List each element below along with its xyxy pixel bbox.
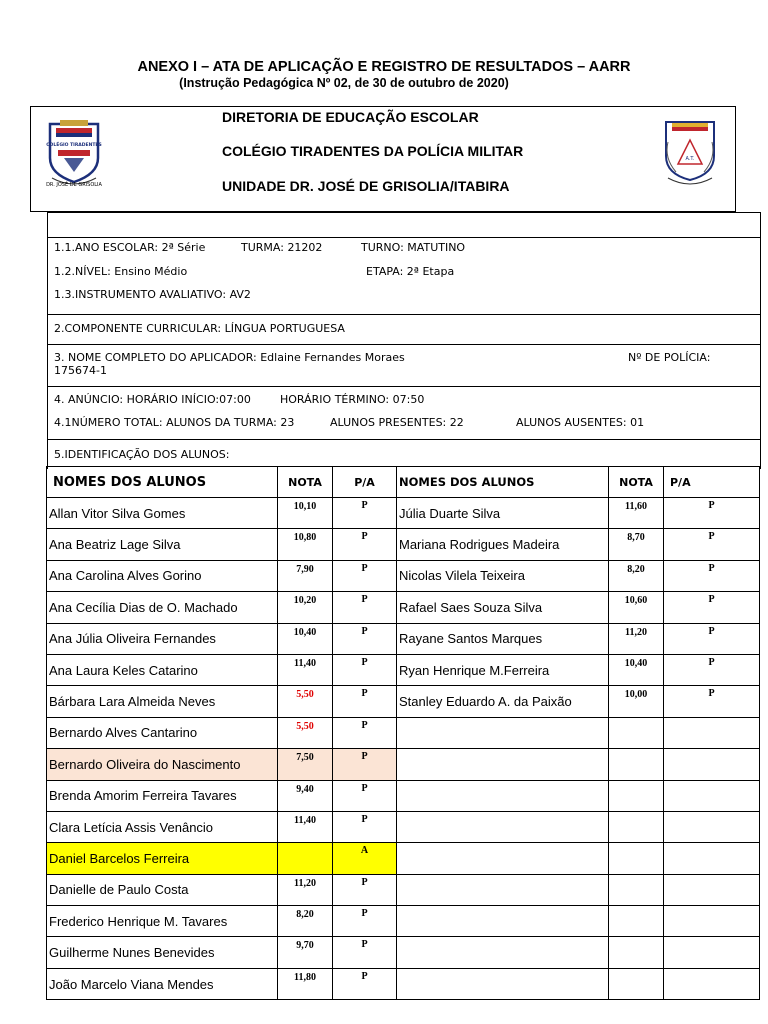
student-name-right: Nicolas Vilela Teixeira bbox=[397, 560, 609, 591]
student-attendance-left: P bbox=[333, 906, 397, 937]
header-directorate: DIRETORIA DE EDUCAÇÃO ESCOLAR bbox=[222, 109, 479, 125]
student-name-right: Júlia Duarte Silva bbox=[397, 498, 609, 529]
student-grade-right: 11,20 bbox=[609, 623, 664, 654]
student-grade-left: 5,50 bbox=[278, 686, 333, 717]
student-name-right: Rayane Santos Marques bbox=[397, 623, 609, 654]
student-attendance-left: P bbox=[333, 623, 397, 654]
student-attendance-left: P bbox=[333, 749, 397, 780]
student-grade-right bbox=[609, 874, 664, 905]
student-attendance-right bbox=[664, 811, 760, 842]
student-grade-left: 5,50 bbox=[278, 717, 333, 748]
student-name-left: Ana Cecília Dias de O. Machado bbox=[47, 592, 278, 623]
student-name-right bbox=[397, 749, 609, 780]
school-crest-right-logo bbox=[662, 118, 718, 188]
section-1-class-info bbox=[48, 238, 760, 315]
student-attendance-right: P bbox=[664, 498, 760, 529]
start-time: 4. ANÚNCIO: HORÁRIO INÍCIO:07:00 bbox=[54, 393, 251, 406]
col-header-grade-left: NOTA bbox=[278, 467, 333, 498]
assessment-instrument: 1.3.INSTRUMENTO AVALIATIVO: AV2 bbox=[54, 288, 251, 301]
table-row bbox=[47, 717, 760, 748]
student-name-right bbox=[397, 717, 609, 748]
section-3-applicator bbox=[48, 345, 760, 387]
student-attendance-left: P bbox=[333, 968, 397, 999]
table-row bbox=[47, 780, 760, 811]
student-grade-left: 8,20 bbox=[278, 906, 333, 937]
applicator-name: 3. NOME COMPLETO DO APLICADOR: Edlaine Fernandes Moraes bbox=[54, 351, 405, 364]
col-header-pa-left: P/A bbox=[333, 467, 397, 498]
section-4-schedule bbox=[48, 387, 760, 440]
student-grade-right: 10,60 bbox=[609, 592, 664, 623]
student-grade-left: 11,80 bbox=[278, 968, 333, 999]
student-grade-left: 10,40 bbox=[278, 623, 333, 654]
col-header-pa-right: P/A bbox=[664, 467, 760, 498]
student-attendance-left: P bbox=[333, 560, 397, 591]
student-grade-right: 10,40 bbox=[609, 654, 664, 685]
shift: TURNO: MATUTINO bbox=[361, 241, 466, 254]
class-info-panel bbox=[47, 212, 761, 469]
crest-right-label: A.T. bbox=[685, 156, 695, 162]
identification-label: 5.IDENTIFICAÇÃO DOS ALUNOS: bbox=[54, 448, 230, 461]
crest-left-label: COLÉGIO TIRADENTES bbox=[46, 143, 102, 148]
level: 1.2.NÍVEL: Ensino Médio bbox=[54, 265, 188, 278]
table-row bbox=[47, 937, 760, 968]
student-attendance-right bbox=[664, 717, 760, 748]
student-attendance-right: P bbox=[664, 623, 760, 654]
student-grade-left: 11,20 bbox=[278, 874, 333, 905]
student-attendance-left: P bbox=[333, 717, 397, 748]
student-name-left: Bernardo Oliveira do Nascimento bbox=[47, 749, 278, 780]
student-grade-right bbox=[609, 843, 664, 874]
student-grade-left: 7,50 bbox=[278, 749, 333, 780]
table-header-row bbox=[47, 467, 760, 498]
student-attendance-right: P bbox=[664, 560, 760, 591]
student-attendance-right bbox=[664, 937, 760, 968]
student-grade-left: 11,40 bbox=[278, 654, 333, 685]
info-blank-row bbox=[48, 213, 760, 238]
table-row bbox=[47, 560, 760, 591]
student-name-right bbox=[397, 811, 609, 842]
header-school: COLÉGIO TIRADENTES DA POLÍCIA MILITAR bbox=[222, 143, 524, 159]
table-row bbox=[47, 686, 760, 717]
student-attendance-right: P bbox=[664, 654, 760, 685]
student-name-left: João Marcelo Viana Mendes bbox=[47, 968, 278, 999]
student-name-left: Allan Vitor Silva Gomes bbox=[47, 498, 278, 529]
table-row bbox=[47, 811, 760, 842]
student-name-right bbox=[397, 937, 609, 968]
student-grade-right bbox=[609, 780, 664, 811]
school-year: 1.1.ANO ESCOLAR: 2ª Série bbox=[54, 241, 206, 254]
student-grade-left: 10,80 bbox=[278, 529, 333, 560]
student-name-left: Bárbara Lara Almeida Neves bbox=[47, 686, 278, 717]
student-name-left: Guilherme Nunes Benevides bbox=[47, 937, 278, 968]
table-row bbox=[47, 654, 760, 685]
student-name-left: Frederico Henrique M. Tavares bbox=[47, 906, 278, 937]
student-name-left: Ana Beatriz Lage Silva bbox=[47, 529, 278, 560]
student-attendance-left: P bbox=[333, 811, 397, 842]
student-grade-right bbox=[609, 749, 664, 780]
student-name-left: Ana Carolina Alves Gorino bbox=[47, 560, 278, 591]
student-name-left: Bernardo Alves Cantarino bbox=[47, 717, 278, 748]
student-name-right bbox=[397, 843, 609, 874]
student-attendance-left: P bbox=[333, 529, 397, 560]
student-name-right: Ryan Henrique M.Ferreira bbox=[397, 654, 609, 685]
student-grade-right bbox=[609, 906, 664, 937]
curricular-component: 2.COMPONENTE CURRICULAR: LÍNGUA PORTUGUESA bbox=[54, 322, 345, 335]
student-attendance-right bbox=[664, 780, 760, 811]
student-name-right: Stanley Eduardo A. da Paixão bbox=[397, 686, 609, 717]
school-crest-left-logo bbox=[46, 118, 102, 188]
student-grade-right: 8,20 bbox=[609, 560, 664, 591]
student-name-right bbox=[397, 874, 609, 905]
stage: ETAPA: 2ª Etapa bbox=[366, 265, 455, 278]
students-present: ALUNOS PRESENTES: 22 bbox=[330, 416, 464, 429]
student-attendance-right: P bbox=[664, 686, 760, 717]
document-subtitle: (Instrução Pedagógica Nº 02, de 30 de outubro de 2020) bbox=[179, 76, 509, 90]
student-grades-table bbox=[46, 466, 760, 1000]
student-name-left: Danielle de Paulo Costa bbox=[47, 874, 278, 905]
student-grade-left bbox=[278, 843, 333, 874]
student-grade-left: 9,40 bbox=[278, 780, 333, 811]
student-attendance-left: P bbox=[333, 686, 397, 717]
police-number: 175674-1 bbox=[54, 364, 107, 377]
student-grade-right bbox=[609, 717, 664, 748]
col-header-grade-right: NOTA bbox=[609, 467, 664, 498]
student-name-left: Ana Júlia Oliveira Fernandes bbox=[47, 623, 278, 654]
student-grade-left: 11,40 bbox=[278, 811, 333, 842]
student-attendance-left: P bbox=[333, 874, 397, 905]
table-row bbox=[47, 906, 760, 937]
student-attendance-left: P bbox=[333, 654, 397, 685]
students-absent: ALUNOS AUSENTES: 01 bbox=[516, 416, 645, 429]
table-row bbox=[47, 623, 760, 654]
student-grade-right: 11,60 bbox=[609, 498, 664, 529]
section-2-curriculum bbox=[48, 315, 760, 345]
student-grade-left: 9,70 bbox=[278, 937, 333, 968]
student-grade-left: 7,90 bbox=[278, 560, 333, 591]
table-row bbox=[47, 498, 760, 529]
student-name-right bbox=[397, 968, 609, 999]
student-name-left: Daniel Barcelos Ferreira bbox=[47, 843, 278, 874]
col-header-names-left: NOMES DOS ALUNOS bbox=[47, 467, 278, 498]
student-attendance-left: P bbox=[333, 498, 397, 529]
total-students: 4.1NÚMERO TOTAL: ALUNOS DA TURMA: 23 bbox=[54, 416, 295, 429]
student-name-right: Rafael Saes Souza Silva bbox=[397, 592, 609, 623]
student-attendance-left: A bbox=[333, 843, 397, 874]
table-row bbox=[47, 749, 760, 780]
class-code: TURMA: 21202 bbox=[241, 241, 323, 254]
end-time: HORÁRIO TÉRMINO: 07:50 bbox=[280, 393, 425, 406]
section-5-identification bbox=[48, 440, 760, 469]
crest-left-caption: DR. JOSÉ DE GRISOLIA bbox=[46, 182, 102, 188]
student-grade-right bbox=[609, 968, 664, 999]
student-name-right: Mariana Rodrigues Madeira bbox=[397, 529, 609, 560]
student-grade-right: 8,70 bbox=[609, 529, 664, 560]
student-grade-right bbox=[609, 937, 664, 968]
student-grade-left: 10,20 bbox=[278, 592, 333, 623]
student-attendance-left: P bbox=[333, 780, 397, 811]
student-attendance-right bbox=[664, 906, 760, 937]
col-header-names-right: NOMES DOS ALUNOS bbox=[397, 467, 609, 498]
student-name-left: Brenda Amorim Ferreira Tavares bbox=[47, 780, 278, 811]
student-grade-right: 10,00 bbox=[609, 686, 664, 717]
student-attendance-right bbox=[664, 749, 760, 780]
student-name-left: Clara Letícia Assis Venâncio bbox=[47, 811, 278, 842]
table-row bbox=[47, 843, 760, 874]
student-attendance-right bbox=[664, 874, 760, 905]
table-row bbox=[47, 968, 760, 999]
student-grade-left: 10,10 bbox=[278, 498, 333, 529]
table-row bbox=[47, 874, 760, 905]
student-attendance-right bbox=[664, 843, 760, 874]
student-name-right bbox=[397, 906, 609, 937]
header-unit: UNIDADE DR. JOSÉ DE GRISOLIA/ITABIRA bbox=[222, 178, 510, 194]
student-attendance-right: P bbox=[664, 529, 760, 560]
student-grade-right bbox=[609, 811, 664, 842]
document-title: ANEXO I – ATA DE APLICAÇÃO E REGISTRO DE RESULTADOS – AARR bbox=[137, 59, 631, 75]
table-row bbox=[47, 592, 760, 623]
student-attendance-right: P bbox=[664, 592, 760, 623]
student-name-left: Ana Laura Keles Catarino bbox=[47, 654, 278, 685]
table-row bbox=[47, 529, 760, 560]
police-number-label: Nº DE POLÍCIA: bbox=[628, 351, 711, 364]
student-attendance-right bbox=[664, 968, 760, 999]
student-attendance-left: P bbox=[333, 592, 397, 623]
student-name-right bbox=[397, 780, 609, 811]
student-attendance-left: P bbox=[333, 937, 397, 968]
